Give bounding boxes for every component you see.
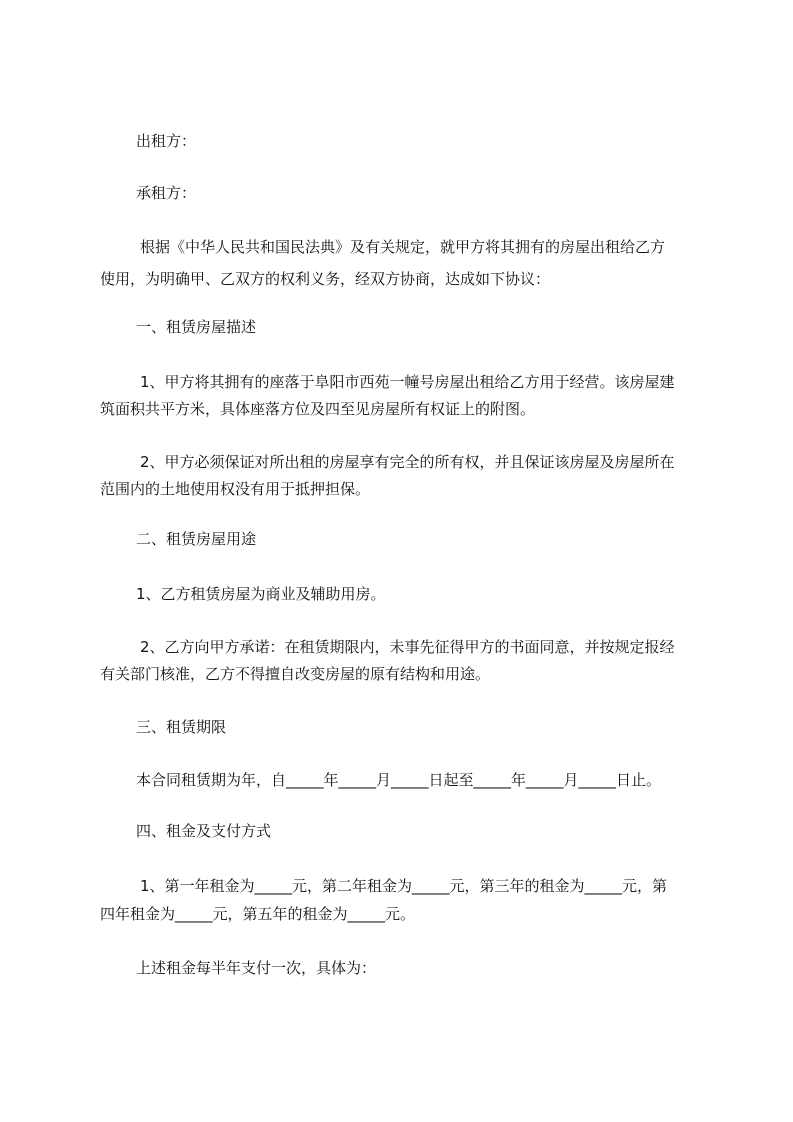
preamble-line-2: 使用，为明确甲、乙双方的权利义务，经双方协商，达成如下协议： bbox=[100, 270, 551, 288]
section-4-item-1-line-2: 四年租金为_____元，第五年的租金为_____元。 bbox=[100, 905, 416, 923]
section-2-item-2-line-2: 有关部门核准，乙方不得擅自改变房屋的原有结构和用途。 bbox=[100, 665, 491, 683]
section-1-item-2-line-2: 范围内的土地使用权没有用于抵押担保。 bbox=[100, 480, 371, 498]
lessor-label: 出租方： bbox=[136, 132, 197, 150]
section-1-title: 一、租赁房屋描述 bbox=[136, 318, 257, 336]
section-2-item-1: 1、乙方租赁房屋为商业及辅助用房。 bbox=[136, 585, 386, 603]
section-2-title: 二、租赁房屋用途 bbox=[136, 530, 257, 548]
preamble-line-1: 根据《中华人民共和国民法典》及有关规定，就甲方将其拥有的房屋出租给乙方 bbox=[140, 238, 666, 256]
section-4-payment: 上述租金每半年支付一次，具体为： bbox=[136, 959, 377, 977]
section-3-term: 本合同租赁期为年，自_____年_____月_____日起至_____年_____月_____日止。 bbox=[136, 771, 662, 789]
section-1-item-2-line-1: 2、甲方必须保证对所出租的房屋享有完全的所有权，并且保证该房屋及房屋所在 bbox=[140, 453, 675, 471]
section-1-item-1-line-1: 1、甲方将其拥有的座落于阜阳市西苑一幢号房屋出租给乙方用于经营。该房屋建 bbox=[140, 373, 675, 391]
section-4-item-1-line-1: 1、第一年租金为_____元，第二年租金为_____元，第三年的租金为_____元，第 bbox=[140, 877, 668, 895]
section-3-title: 三、租赁期限 bbox=[136, 718, 227, 736]
section-2-item-2-line-1: 2、乙方向甲方承诺：在租赁期限内，未事先征得甲方的书面同意，并按规定报经 bbox=[140, 638, 675, 656]
section-1-item-1-line-2: 筑面积共平方米，具体座落方位及四至见房屋所有权证上的附图。 bbox=[100, 400, 536, 418]
lessee-label: 承租方： bbox=[136, 184, 197, 202]
section-4-title: 四、租金及支付方式 bbox=[136, 822, 272, 840]
